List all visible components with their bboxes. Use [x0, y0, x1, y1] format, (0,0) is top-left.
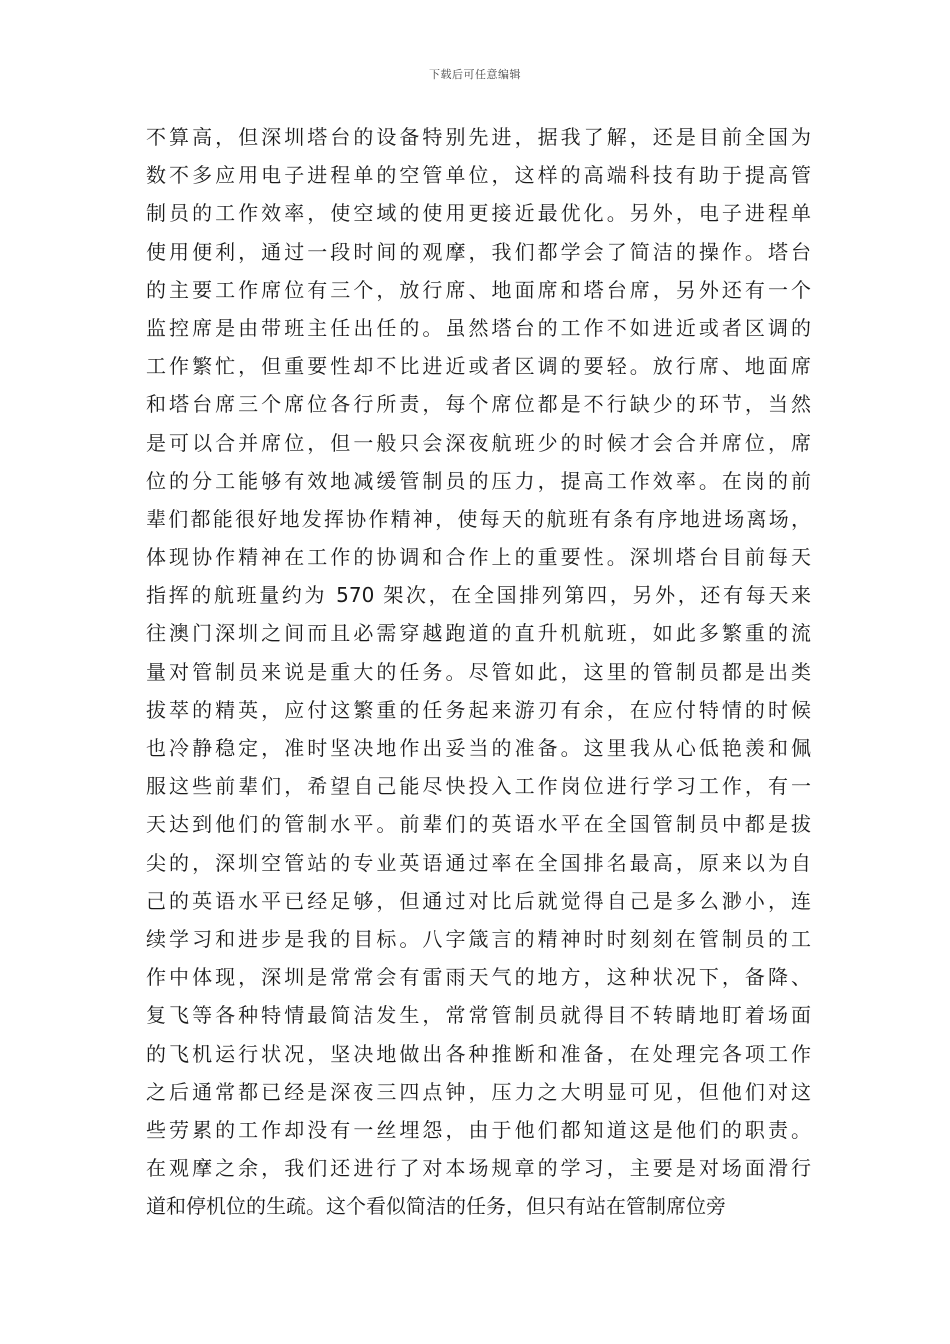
text-line: 的飞机运行状况，坚决地做出各种推断和准备，在处理完各项工作 [146, 1041, 811, 1066]
text-line: 辈们都能很好地发挥协作精神，使每天的航班有条有序地进场离场， [146, 506, 811, 531]
text-line: 指挥的航班量约为 570 架次，在全国排列第四，另外，还有每天来 [146, 583, 811, 608]
page-header-note: 下载后可任意编辑 [429, 68, 521, 81]
text-line: 道和停机位的生疏。这个看似简洁的任务，但只有站在管制席位旁 [146, 1194, 726, 1219]
text-line: 也冷静稳定，准时坚决地作出妥当的准备。这里我从心低艳羡和佩 [146, 736, 811, 760]
text-line: 的主要工作席位有三个，放行席、地面席和塔台席，另外还有一个 [146, 277, 811, 302]
text-line: 拔萃的精英，应付这繁重的任务起来游刃有余，在应付特情的时候 [146, 697, 811, 722]
text-line: 是可以合并席位，但一般只会深夜航班少的时候才会合并席位，席 [146, 430, 811, 455]
text-line: 些劳累的工作却没有一丝埋怨，由于他们都知道这是他们的职责。 [146, 1117, 811, 1142]
text-line: 己的英语水平已经足够，但通过对比后就觉得自己是多么渺小，连 [146, 888, 811, 913]
text-line: 体现协作精神在工作的协调和合作上的重要性。深圳塔台目前每天 [146, 545, 811, 570]
text-line: 工作繁忙，但重要性却不比进近或者区调的要轻。放行席、地面席 [146, 354, 811, 379]
text-line: 复飞等各种特情最简洁发生，常常管制员就得目不转睛地盯着场面 [146, 1003, 811, 1028]
text-line: 往澳门深圳之间而且必需穿越跑道的直升机航班，如此多繁重的流 [146, 621, 811, 646]
text-line: 天达到他们的管制水平。前辈们的英语水平在全国管制员中都是拔 [146, 812, 811, 837]
text-line: 在观摩之余，我们还进行了对本场规章的学习，主要是对场面滑行 [146, 1156, 811, 1181]
text-line: 监控席是由带班主任出任的。虽然塔台的工作不如进近或者区调的 [146, 315, 811, 340]
text-line: 位的分工能够有效地减缓管制员的压力，提高工作效率。在岗的前 [146, 468, 811, 493]
text-line: 使用便利，通过一段时间的观摩，我们都学会了简洁的操作。塔台 [146, 239, 811, 264]
text-line: 制员的工作效率，使空域的使用更接近最优化。另外，电子进程单 [146, 201, 811, 226]
body-paragraph [146, 118, 811, 1225]
text-line: 数不多应用电子进程单的空管单位，这样的高端科技有助于提高管 [146, 163, 811, 188]
text-line: 之后通常都已经是深夜三四点钟，压力之大明显可见，但他们对这 [146, 1079, 811, 1104]
text-line: 和塔台席三个席位各行所责，每个席位都是不行缺少的环节，当然 [146, 392, 811, 417]
text-line: 服这些前辈们，希望自己能尽快投入工作岗位进行学习工作，有一 [146, 774, 811, 799]
text-line: 尖的，深圳空管站的专业英语通过率在全国排名最高，原来以为自 [146, 850, 811, 875]
text-line: 续学习和进步是我的目标。八字箴言的精神时时刻刻在管制员的工 [146, 926, 811, 951]
text-line: 不算高，但深圳塔台的设备特别先进，据我了解，还是目前全国为 [146, 125, 811, 149]
text-line: 作中体现，深圳是常常会有雷雨天气的地方，这种状况下，备降、 [146, 965, 811, 990]
text-line: 量对管制员来说是重大的任务。尽管如此，这里的管制员都是出类 [146, 659, 811, 684]
